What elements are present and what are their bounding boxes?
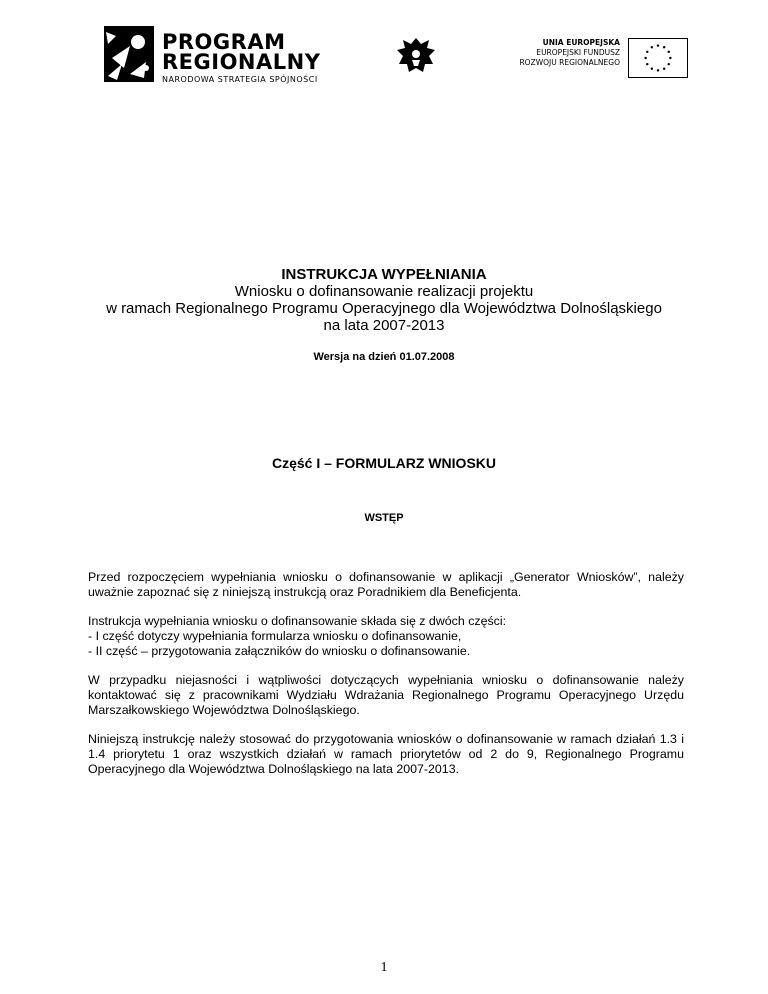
program-regionalny-emblem-icon xyxy=(100,24,158,84)
page-header xyxy=(0,0,768,95)
page-number: 1 xyxy=(380,960,388,975)
program-regionalny-logo xyxy=(100,24,330,92)
logo-subtitle: NARODOWA STRATEGIA SPÓJNOŚCI xyxy=(162,75,318,84)
paragraph-2-line-1: Instrukcja wypełniania wniosku o dofinansowanie składa się z dwóch części: xyxy=(88,614,507,628)
eu-flag-icon xyxy=(628,38,688,78)
paragraph-2-line-3: - II część – przygotowania załączników do wniosku o dofinansowanie. xyxy=(88,644,471,658)
eu-line-3: ROZWOJU REGIONALNEGO xyxy=(519,58,620,67)
title-line-4: na lata 2007-2013 xyxy=(323,317,445,334)
eu-line-1: UNIA EUROPEJSKA xyxy=(542,38,620,47)
eu-line-2: EUROPEJSKI FUNDUSZ xyxy=(536,48,620,57)
paragraph-1: Przed rozpoczęciem wypełniania wniosku o dofinansowanie w aplikacji „Generator Wniosków”, należy uważnie zapoznać się z niniejszą instrukcją oraz Poradnikiem dla Beneficjenta. xyxy=(88,570,684,599)
logo-line-program: PROGRAM xyxy=(162,30,286,54)
title-line-2: Wniosku o dofinansowanie realizacji projektu xyxy=(234,283,534,300)
title-line-3: w ramach Regionalnego Programu Operacyjnego dla Województwa Dolnośląskiego xyxy=(106,300,662,317)
eagle-crest-icon xyxy=(393,34,439,78)
eu-logo xyxy=(508,38,688,78)
version-date: Wersja na dzień 01.07.2008 xyxy=(313,351,455,363)
paragraph-4: Niniejszą instrukcję należy stosować do przygotowania wniosków o dofinansowanie w ramach działań 1.3 i 1.4 priorytetu 1 oraz wszystkich działań w ramach priorytetów od 2 do 9, Regionalnego Programu Operacyjnego dla Województwa Dolnośląskiego na lata 2007-2013. xyxy=(88,732,684,776)
intro-heading: WSTĘP xyxy=(364,512,404,524)
paragraph-3: W przypadku niejasności i wątpliwości dotyczących wypełniania wniosku o dofinansowanie należy kontaktować się z pracownikami Wydziału Wdrażania Regionalnego Programu Operacyjnego Urzędu Marszałkowskiego Województwa Dolnośląskiego. xyxy=(88,673,684,717)
logo-line-regionalny: REGIONALNY xyxy=(162,50,321,74)
body-text xyxy=(88,570,684,791)
paragraph-2-line-2: - I część dotyczy wypełniania formularza wniosku o dofinansowanie, xyxy=(88,629,462,643)
eu-text xyxy=(519,38,620,68)
title-main: INSTRUKCJA WYPEŁNIANIA xyxy=(281,266,487,283)
part-heading: Część I – FORMULARZ WNIOSKU xyxy=(271,455,496,471)
document-title xyxy=(0,266,768,334)
paragraph-2 xyxy=(88,614,684,659)
